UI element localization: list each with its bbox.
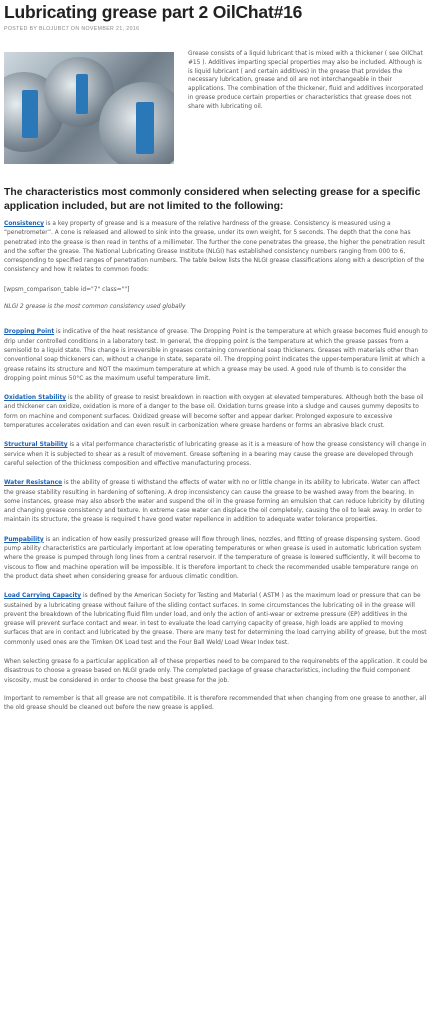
section-load-carrying-capacity: Load Carrying Capacity is defined by the American Society for Testing and Material ( ASTM ) as the maximum load or pressure that can be sustained by a lubricating grease without failure of the sliding contact surfaces. In some circumstances the lubricating oil in the grease will prevent the breakdown of the lubricating fluid film under load, and only the action of anti-wear or extreme pressure (EP) additives in the grease will prevent surface contact and wear. in test to evaluate the load carrying capacity of grease, high loads are applied to moving surfaces that are in contact and lubricated by the grease. There are many test for determining the load carrying ability of grease, but the most commonly used ones are the Timken OK Load test and the Four Ball Weld/ Load Wear Index test. bbox=[4, 593, 427, 646]
section-dropping-point: Dropping Point is indicative of the heat resistance of grease. The Dropping Point is the temperature at which grease becomes fluid enough to drip under controlled conditions in a laboratory test. In general, the dropping point is the temperature at which the grease passes from a semisolid to a liquid state. This change is irreversible in greases containing conventional soap thickeners. Greases with materials other than conventional soap thickeners can, without a change in state, separate oil. The dropping point indicates the upper-temperature limit at which a grease retains its structure and NOT the maximum temperature at which a grease may be used. A good rule of thumb is to consider the dropping point minus 50°C as the maximum useful temperature limit. bbox=[4, 329, 428, 382]
comparison-table-shortcode: [wpsm_comparison_table id="7" class=""] bbox=[4, 286, 130, 293]
term-link[interactable]: Consistency bbox=[4, 221, 44, 227]
term-link[interactable]: Dropping Point bbox=[4, 329, 55, 336]
table-note: NLGI 2 grease is the most common consistency used globally bbox=[4, 304, 186, 311]
featured-image bbox=[4, 52, 174, 164]
section-oxidation-stability: Oxidation Stability is the ability of grease to resist breakdown in reaction with oxygen at elevated temperatures. Although both the base oil and thickener can oxidize, oxidation is more of a danger to the base oil. Oxidation turns grease into a sludge and causes gummy deposits to form on machine and component surfaces. Oxidized grease will become softer and appear darker. Prolonged exposure to excessive temperatures accelerates oxidation and can even result in carbonization where grease hardens or forms an abrasive black crust. bbox=[4, 395, 424, 430]
post-title[interactable]: Lubricating grease part 2 OilChat#16 bbox=[4, 2, 303, 22]
section-consistency: Consistency is a key property of grease and is a measure of the relative hardness of the grease. Consistency is measured using a “penetrometer”. A cone is released and allowed to sink into the grease, under its own weight, for 5 seconds. The depth that the cone has penetrated into the grease is then read in tenths of a millimeter. The further the cone penetrates the grease, the higher the penetration result and the softer the grease. The National Lubricating Grease Institute (NLGI) has established consistency numbers ranging from 000 to 6, corresponding to specified ranges of penetration numbers. The table below lists the NLGI grease classifications along with a description of the consistency and how it relates to common foods: bbox=[4, 221, 425, 274]
intro-paragraph: Grease consists of a liquid lubricant that is mixed with a thickener ( see OilChat #15 ). Additives imparting special properties may also be included. Although is is liquid lubricant ( and certain additives) in the grease that provides the necessary lubrication, grease and oil are not interchangeable in their applications. The combination of the thickener, fluid and additives incorporated in grease produce certain properties or characteristics that grease does not share with lubricating oil. bbox=[188, 51, 424, 110]
intro-block bbox=[4, 52, 428, 164]
term-link[interactable]: Water Resistance bbox=[4, 480, 63, 487]
section-structural-stability: Structural Stability is a vital performance characteristic of lubricating grease as it is a measure of how the grease consistency will change in service when it is subjected to shear as a result of movement. Grease softening in a bearing may cause the grease are developed through careful selection of the thickness composition and effective manufacturing process. bbox=[4, 442, 427, 467]
section-pumpability: Pumpability is an indication of how easily pressurized grease will flow through lines, nozzles, and fitting of grease dispensing system. Good pump ability characteristics are particularly important at low operating temperatures or when grease is used in automatic lubrication system where the grease is pumped through long lines from a central reservoir. If the temperature of grease is lowered sufficiently, it will become to viscous to flow and machine operation will be impossible. It is therefore important to check the recommended usable temperature range on the product data sheet when considering grease for arduous climatic condition. bbox=[4, 536, 421, 580]
term-link[interactable]: Oxidation Stability bbox=[4, 395, 67, 402]
closing-paragraph: When selecting grease fo a particular application all of these properties need to be compared to the requirenebts of the application. It could be disastrous to choose a grease based on NLGI grade only. The completed package of grease characteristics, including the fluid component viscosity, must be considered in order to choose the best grease for the job. bbox=[4, 658, 428, 684]
term-link[interactable]: Pumpability bbox=[4, 536, 44, 543]
post-meta: POSTED BY BLOJUBC7 ON NOVEMBER 21, 2016 bbox=[4, 26, 140, 32]
term-link[interactable]: Structural Stability bbox=[4, 442, 68, 449]
section-heading: The characteristics most commonly considered when selecting grease for a specific application included, but are not limited to the following: bbox=[4, 187, 421, 212]
closing-paragraph: Important to remember is that all grease are not compatibile. It is therefore recommended that when changing from one grease to another, all the old grease should be cleaned out before the new grease is applied. bbox=[4, 695, 427, 712]
term-link[interactable]: Load Carrying Capacity bbox=[4, 593, 82, 600]
section-water-resistance: Water Resistance is the ability of grease ti withstand the effects of water with no or little change in its ability to lubricate. Water can affect the grease stability resulting in hardening of softening. A drop inconsistency can cause the grease to be washed away from the bearing. In some instances, grease may also absorb the water and suspend the oil in the grease forming an emulsion that can reduce lubricity by diluting and changing grease consistency and texture. In extreme case water can displace the oil completely, causing the oil to leak away. In order to maintain its structure, the grease is required t have good water repellence in addition to adequate water tolerance properties. bbox=[4, 480, 425, 524]
